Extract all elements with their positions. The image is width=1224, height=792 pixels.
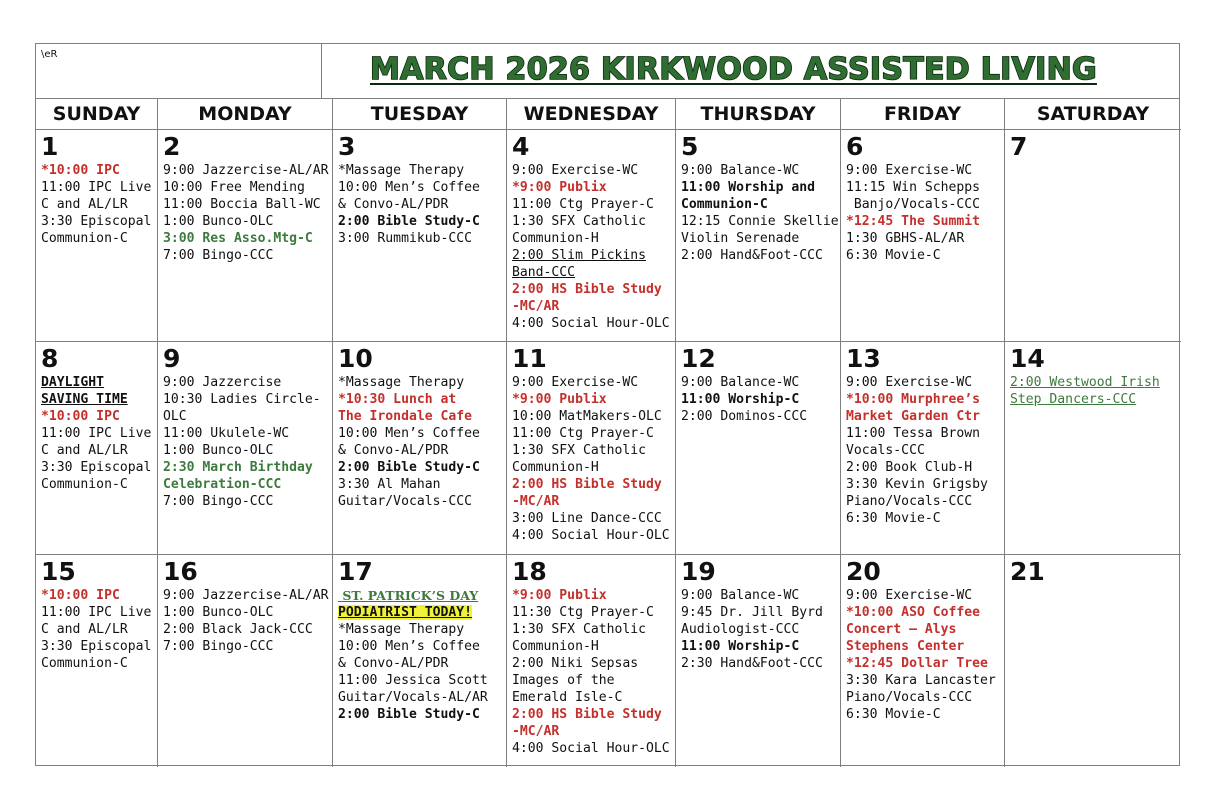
event-line: 1:00 Bunco-OLC bbox=[163, 605, 274, 620]
event-line: C and AL/LR bbox=[41, 622, 128, 637]
event-line: *10:30 Lunch at bbox=[338, 392, 457, 407]
event-line: 2:00 Book Club-H bbox=[846, 460, 973, 475]
event-line: 3:30 Al Mahan bbox=[338, 477, 441, 492]
event-line: Band-CCC bbox=[512, 265, 576, 280]
day-header-saturday: SATURDAY bbox=[1005, 98, 1181, 130]
event-line: 9:00 Balance-WC bbox=[681, 375, 800, 390]
event-line: 7:00 Bingo-CCC bbox=[163, 248, 274, 263]
event-line: *12:45 Dollar Tree bbox=[846, 656, 988, 671]
day-number: 6 bbox=[846, 132, 864, 161]
event-line: 2:00 HS Bible Study bbox=[512, 477, 662, 492]
day-number: 5 bbox=[681, 132, 699, 161]
day-cell-9[interactable] bbox=[158, 342, 333, 555]
event-line: *10:00 IPC bbox=[41, 163, 120, 178]
day-header-sunday: SUNDAY bbox=[36, 98, 158, 130]
day-number: 11 bbox=[512, 344, 547, 373]
event-line: 9:00 Balance-WC bbox=[681, 588, 800, 603]
event-line: 2:00 Bible Study-C bbox=[338, 707, 480, 722]
day-cell-3[interactable] bbox=[333, 130, 507, 342]
event-line: 2:00 Bible Study-C bbox=[338, 214, 480, 229]
event-line: *9:00 Publix bbox=[512, 588, 607, 603]
event-line: C and AL/LR bbox=[41, 197, 128, 212]
event-line: 2:30 Hand&Foot-CCC bbox=[681, 656, 823, 671]
event-line: 10:00 MatMakers-OLC bbox=[512, 409, 662, 424]
event-line: 1:30 SFX Catholic bbox=[512, 214, 647, 229]
day-number: 13 bbox=[846, 344, 881, 373]
day-number: 12 bbox=[681, 344, 716, 373]
event-line: Step Dancers-CCC bbox=[1010, 392, 1137, 407]
day-cell-2[interactable] bbox=[158, 130, 333, 342]
day-header-tuesday: TUESDAY bbox=[333, 98, 507, 130]
event-line: 2:00 Westwood Irish bbox=[1010, 375, 1160, 390]
event-line: C and AL/LR bbox=[41, 443, 128, 458]
event-line: 9:00 Exercise-WC bbox=[512, 163, 639, 178]
event-line: 3:00 Line Dance-CCC bbox=[512, 511, 662, 526]
day-number: 15 bbox=[41, 557, 76, 586]
day-cell-20[interactable] bbox=[841, 555, 1005, 767]
day-cell-14[interactable] bbox=[1005, 342, 1181, 555]
event-line: 4:00 Social Hour-OLC bbox=[512, 528, 670, 543]
event-line: ST. PATRICK’S DAY bbox=[338, 588, 479, 603]
event-line: 9:00 Jazzercise bbox=[163, 375, 282, 390]
event-line: 3:30 Episcopal bbox=[41, 639, 152, 654]
day-number: 19 bbox=[681, 557, 716, 586]
event-line: 11:00 Tessa Brown bbox=[846, 426, 981, 441]
event-line: 3:00 Res Asso.Mtg-C bbox=[163, 231, 313, 246]
event-line: Audiologist-CCC bbox=[681, 622, 800, 637]
event-line: 11:00 Worship-C bbox=[681, 392, 800, 407]
day-header-wednesday: WEDNESDAY bbox=[507, 98, 676, 130]
event-line: 1:30 SFX Catholic bbox=[512, 622, 647, 637]
event-line: 2:00 HS Bible Study bbox=[512, 707, 662, 722]
event-line: 2:00 HS Bible Study bbox=[512, 282, 662, 297]
event-line: -MC/AR bbox=[512, 494, 560, 509]
event-line: 10:00 Men’s Coffee bbox=[338, 639, 480, 654]
event-line: SAVING TIME bbox=[41, 392, 128, 407]
day-header-friday: FRIDAY bbox=[841, 98, 1005, 130]
day-header-monday: MONDAY bbox=[158, 98, 333, 130]
day-cell-15[interactable] bbox=[36, 555, 158, 767]
page-title: MARCH 2026 KIRKWOOD ASSISTED LIVING bbox=[370, 52, 1097, 87]
event-line: 9:00 Exercise-WC bbox=[846, 588, 973, 603]
event-line: 9:00 Exercise-WC bbox=[846, 163, 973, 178]
corner-note: \eR bbox=[36, 44, 322, 98]
event-line: 12:15 Connie Skellie bbox=[681, 214, 839, 229]
event-line: 11:00 Boccia Ball-WC bbox=[163, 197, 321, 212]
day-cell-10[interactable] bbox=[333, 342, 507, 555]
event-line: 3:30 Episcopal bbox=[41, 214, 152, 229]
day-number: 3 bbox=[338, 132, 356, 161]
event-line: *12:45 The Summit bbox=[846, 214, 981, 229]
event-line: Banjo/Vocals-CCC bbox=[846, 197, 981, 212]
event-line: Communion-C bbox=[41, 231, 128, 246]
day-number: 17 bbox=[338, 557, 373, 586]
calendar-header-row bbox=[36, 44, 1179, 99]
event-line: & Convo-AL/PDR bbox=[338, 443, 449, 458]
event-line: Communion-C bbox=[681, 197, 768, 212]
day-number: 10 bbox=[338, 344, 373, 373]
day-number: 8 bbox=[41, 344, 59, 373]
event-line: Emerald Isle-C bbox=[512, 690, 623, 705]
event-line: The Irondale Cafe bbox=[338, 409, 473, 424]
event-line: 1:30 GBHS-AL/AR bbox=[846, 231, 965, 246]
event-line: 9:00 Exercise-WC bbox=[846, 375, 973, 390]
event-line: 11:00 Ukulele-WC bbox=[163, 426, 290, 441]
event-line: 7:00 Bingo-CCC bbox=[163, 639, 274, 654]
event-line: 11:00 IPC Live bbox=[41, 605, 152, 620]
event-line: *10:00 IPC bbox=[41, 588, 120, 603]
event-line: 10:00 Men’s Coffee bbox=[338, 426, 480, 441]
event-line: 11:00 IPC Live bbox=[41, 180, 152, 195]
day-cell-8[interactable] bbox=[36, 342, 158, 555]
day-number: 9 bbox=[163, 344, 181, 373]
event-line: 9:45 Dr. Jill Byrd bbox=[681, 605, 823, 620]
day-number: 16 bbox=[163, 557, 198, 586]
event-line: Market Garden Ctr bbox=[846, 409, 981, 424]
event-line: 10:30 Ladies Circle- bbox=[163, 392, 321, 407]
event-line: Images of the bbox=[512, 673, 615, 688]
event-line: -MC/AR bbox=[512, 724, 560, 739]
event-line: Celebration-CCC bbox=[163, 477, 282, 492]
event-line: 3:30 Kevin Grigsby bbox=[846, 477, 988, 492]
event-line: *9:00 Publix bbox=[512, 180, 607, 195]
event-line: 2:00 Niki Sepsas bbox=[512, 656, 639, 671]
event-line: 6:30 Movie-C bbox=[846, 707, 941, 722]
day-cell-19[interactable] bbox=[676, 555, 841, 767]
event-line: 1:00 Bunco-OLC bbox=[163, 214, 274, 229]
event-line: & Convo-AL/PDR bbox=[338, 656, 449, 671]
day-number: 1 bbox=[41, 132, 59, 161]
event-line: Piano/Vocals-CCC bbox=[846, 494, 973, 509]
day-cell-4[interactable] bbox=[507, 130, 676, 342]
event-line: 6:30 Movie-C bbox=[846, 511, 941, 526]
day-number: 18 bbox=[512, 557, 547, 586]
event-line: & Convo-AL/PDR bbox=[338, 197, 449, 212]
event-line: *Massage Therapy bbox=[338, 163, 465, 178]
day-number: 21 bbox=[1010, 557, 1045, 586]
event-line: 9:00 Balance-WC bbox=[681, 163, 800, 178]
event-line: 4:00 Social Hour-OLC bbox=[512, 741, 670, 756]
event-line: 2:00 Black Jack-CCC bbox=[163, 622, 313, 637]
event-line: *10:00 Murphree’s bbox=[846, 392, 981, 407]
event-line: 11:00 Worship and bbox=[681, 180, 816, 195]
day-cell-6[interactable] bbox=[841, 130, 1005, 342]
day-number: 7 bbox=[1010, 132, 1028, 161]
event-line: 1:00 Bunco-OLC bbox=[163, 443, 274, 458]
event-line: Concert – Alys bbox=[846, 622, 957, 637]
event-line: 2:00 Hand&Foot-CCC bbox=[681, 248, 823, 263]
day-number: 20 bbox=[846, 557, 881, 586]
day-cell-21[interactable] bbox=[1005, 555, 1181, 767]
day-cell-13[interactable] bbox=[841, 342, 1005, 555]
day-cell-5[interactable] bbox=[676, 130, 841, 342]
event-line: 11:00 Jessica Scott bbox=[338, 673, 488, 688]
event-line: 11:00 Ctg Prayer-C bbox=[512, 426, 654, 441]
event-line bbox=[338, 604, 506, 621]
event-line: 11:00 Ctg Prayer-C bbox=[512, 197, 654, 212]
calendar bbox=[35, 43, 1180, 766]
event-line: 3:30 Kara Lancaster bbox=[846, 673, 996, 688]
event-line: *10:00 ASO Coffee bbox=[846, 605, 981, 620]
event-line: *Massage Therapy bbox=[338, 375, 465, 390]
day-cell-17[interactable] bbox=[333, 555, 507, 767]
event-line: Guitar/Vocals-CCC bbox=[338, 494, 473, 509]
event-line: Communion-H bbox=[512, 639, 599, 654]
day-cell-7[interactable] bbox=[1005, 130, 1181, 342]
event-line: Vocals-CCC bbox=[846, 443, 925, 458]
event-line: 10:00 Men’s Coffee bbox=[338, 180, 480, 195]
event-line: 11:00 IPC Live bbox=[41, 426, 152, 441]
event-line: 11:30 Ctg Prayer-C bbox=[512, 605, 654, 620]
event-line: 3:00 Rummikub-CCC bbox=[338, 231, 473, 246]
event-line: 1:30 SFX Catholic bbox=[512, 443, 647, 458]
event-line: *Massage Therapy bbox=[338, 622, 465, 637]
event-line: 7:00 Bingo-CCC bbox=[163, 494, 274, 509]
event-line: OLC bbox=[163, 409, 187, 424]
day-cell-18[interactable] bbox=[507, 555, 676, 767]
event-line: 6:30 Movie-C bbox=[846, 248, 941, 263]
event-line: 9:00 Exercise-WC bbox=[512, 375, 639, 390]
event-line: -MC/AR bbox=[512, 299, 560, 314]
event-line: 10:00 Free Mending bbox=[163, 180, 305, 195]
event-line: Stephens Center bbox=[846, 639, 965, 654]
event-line: Communion-C bbox=[41, 656, 128, 671]
event-line: 2:00 Slim Pickins bbox=[512, 248, 647, 263]
event-line: Communion-H bbox=[512, 231, 599, 246]
day-number: 14 bbox=[1010, 344, 1045, 373]
day-header-thursday: THURSDAY bbox=[676, 98, 841, 130]
event-line: Communion-C bbox=[41, 477, 128, 492]
event-line: Violin Serenade bbox=[681, 231, 800, 246]
event-line: Communion-H bbox=[512, 460, 599, 475]
event-line: 9:00 Jazzercise-AL/AR bbox=[163, 588, 329, 603]
event-line: *10:00 IPC bbox=[41, 409, 120, 424]
event-line: Guitar/Vocals-AL/AR bbox=[338, 690, 488, 705]
day-cell-1[interactable] bbox=[36, 130, 158, 342]
event-line: 3:30 Episcopal bbox=[41, 460, 152, 475]
event-line: *9:00 Publix bbox=[512, 392, 607, 407]
day-number: 4 bbox=[512, 132, 530, 161]
day-number: 2 bbox=[163, 132, 181, 161]
day-cell-12[interactable] bbox=[676, 342, 841, 555]
highlighted-notice: PODIATRIST TODAY! bbox=[338, 605, 473, 620]
event-line: 11:00 Worship-C bbox=[681, 639, 800, 654]
event-line: 11:15 Win Schepps bbox=[846, 180, 981, 195]
event-line: 2:00 Dominos-CCC bbox=[681, 409, 808, 424]
event-line: DAYLIGHT bbox=[41, 375, 105, 390]
day-cell-11[interactable] bbox=[507, 342, 676, 555]
event-line: 2:30 March Birthday bbox=[163, 460, 313, 475]
day-cell-16[interactable] bbox=[158, 555, 333, 767]
event-line: 2:00 Bible Study-C bbox=[338, 460, 480, 475]
event-line: 9:00 Jazzercise-AL/AR bbox=[163, 163, 329, 178]
event-line: Piano/Vocals-CCC bbox=[846, 690, 973, 705]
event-line: 4:00 Social Hour-OLC bbox=[512, 316, 670, 331]
